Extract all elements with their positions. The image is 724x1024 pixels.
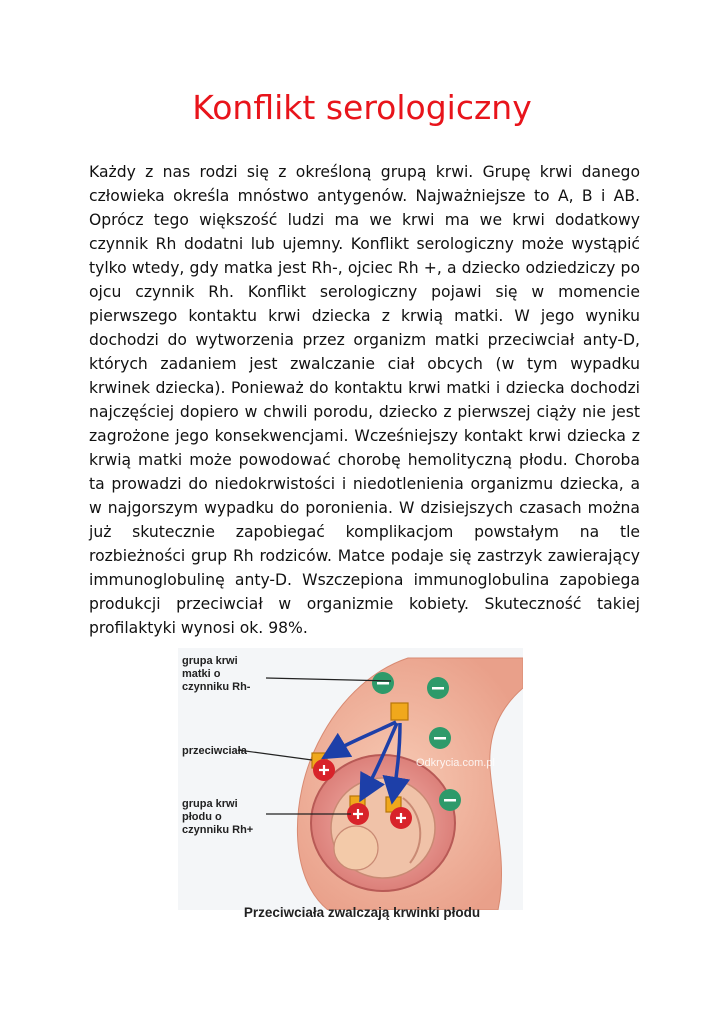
rh-negative-cell [429,727,451,749]
label-antibodies: przeciwciała [182,745,247,757]
rh-negative-cell [427,677,449,699]
rh-positive-cell [390,807,412,829]
rh-conflict-illustration [178,648,523,910]
rh-negative-cell [372,672,394,694]
page-title: Konflikt serologiczny [192,88,532,127]
fetus [331,778,435,878]
watermark: Odkrycia.com.pl [416,757,495,769]
rh-negative-cell [439,789,461,811]
figure-caption: Przeciwciała zwalczają krwinki płodu [243,905,481,920]
label-mother-blood-group: grupa krwi matki o czynniku Rh- [182,655,251,693]
body-paragraph: Każdy z nas rodzi się z określoną grupą krwi. Grupę krwi danego człowieka określa mnóstwo antygenów. Najważniejsze to A, B i AB. Oprócz tego większość ludzi ma we krwi ma we krwi dodatkowy czynnik Rh dodatni lub ujemny. Konflikt serologiczny może wystąpić tylko wtedy, gdy matka jest Rh-, ojciec Rh +, a dziecko odziedziczy po ojcu czynnik Rh. Konflikt serologiczny pojawi się w momencie pierwszego kontaktu krwi dziecka z krwią matki. W jego wyniku dochodzi do wytworzenia przez organizm matki przeciwciał anty-D, których zadaniem jest zwalczanie ciał obcych (w tym wypadku krwinek dziecka). Ponieważ do kontaktu krwi matki i dziecka dochodzi najczęściej dopiero w chwili porodu, dziecko z pierwszej ciąży nie jest zagrożone jego konsekwencjami. Wcześniejszy kontakt krwi dziecka z krwią matki może powodować chorobę hemolityczną płodu. Choroba ta prowadzi do niedokrwistości i niedotlenienia organizmu dziecka, a w najgorszym wypadku do poronienia. W dzisiejszych czasach można już skutecznie zapobiegać komplikacjom powstałym na tle rozbieżności grup Rh rodziców. Matce podaje się zastrzyk zawierający immunoglobulinę anty-D. Wszczepiona immunoglobulina zapobiega produkcji przeciwciał w organizmie kobiety. Skuteczność takiej profilaktyki wynosi ok. 98%. [89,163,640,637]
antibody [391,703,408,720]
label-fetus-blood-group: grupa krwi płodu o czynniku Rh+ [182,798,254,836]
rh-positive-cell [313,759,335,781]
